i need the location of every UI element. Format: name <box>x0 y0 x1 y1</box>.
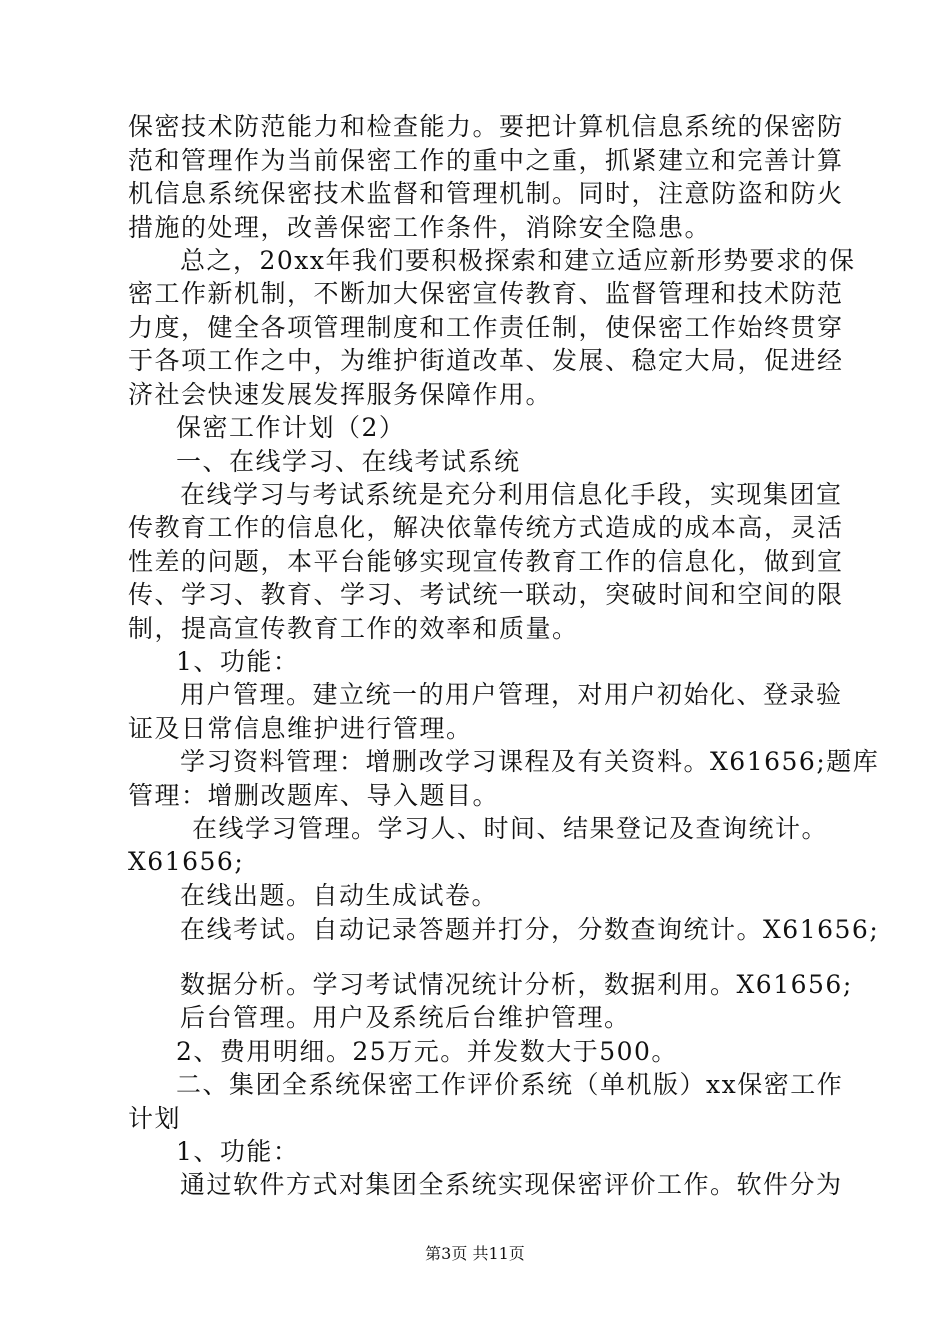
text-line: 在线考试。自动记录答题并打分，分数查询统计。X61656; <box>180 915 880 944</box>
text-line: 通过软件方式对集团全系统实现保密评价工作。软件分为 <box>180 1170 843 1199</box>
text-line: 密工作新机制，不断加大保密宣传教育、监督管理和技术防范 <box>128 279 844 308</box>
section-heading: 二、集团全系统保密工作评价系统（单机版）xx保密工作 <box>176 1070 844 1099</box>
section-title: 保密工作计划（2） <box>176 413 406 442</box>
text-line: 济社会快速发展发挥服务保障作用。 <box>128 380 553 409</box>
text-line: 管理：增删改题库、导入题目。 <box>128 781 500 810</box>
text-line: 总之，20xx年我们要积极探索和建立适应新形势要求的保 <box>180 246 856 275</box>
text-line: 用户管理。建立统一的用户管理，对用户初始化、登录验 <box>180 680 843 709</box>
text-line: 于各项工作之中，为维护街道改革、发展、稳定大局，促进经 <box>128 346 844 375</box>
text-line: 措施的处理，改善保密工作条件，消除安全隐患。 <box>128 213 712 242</box>
text-line: 在线出题。自动生成试卷。 <box>180 881 499 910</box>
text-line: 力度，健全各项管理制度和工作责任制，使保密工作始终贯穿 <box>128 313 844 342</box>
text-line: 在线学习管理。学习人、时间、结果登记及查询统计。 <box>192 814 829 843</box>
section-heading: 一、在线学习、在线考试系统 <box>176 447 521 476</box>
text-line: 机信息系统保密技术监督和管理机制。同时，注意防盗和防火 <box>128 179 844 208</box>
text-line: X61656; <box>128 847 245 876</box>
subheading: 1、功能： <box>176 1137 300 1166</box>
text-line: 2、费用明细。25万元。并发数大于500。 <box>176 1037 678 1066</box>
text-line: 计划 <box>128 1104 182 1133</box>
text-line: 范和管理作为当前保密工作的重中之重，抓紧建立和完善计算 <box>128 146 844 175</box>
text-line: 证及日常信息维护进行管理。 <box>128 714 473 743</box>
text-line: 传教育工作的信息化，解决依靠传统方式造成的成本高，灵活 <box>128 513 844 542</box>
text-line: 性差的问题，本平台能够实现宣传教育工作的信息化，做到宣 <box>128 547 844 576</box>
text-line: 数据分析。学习考试情况统计分析，数据利用。X61656; <box>180 970 853 999</box>
text-line: 制，提高宣传教育工作的效率和质量。 <box>128 614 579 643</box>
subheading: 1、功能： <box>176 647 300 676</box>
page-number-footer: 第3页 共11页 <box>425 1244 525 1263</box>
text-line: 传、学习、教育、学习、考试统一联动，突破时间和空间的限 <box>128 580 844 609</box>
text-line: 后台管理。用户及系统后台维护管理。 <box>180 1003 631 1032</box>
text-line: 学习资料管理：增删改学习课程及有关资料。X61656;题库 <box>180 747 880 776</box>
text-line: 在线学习与考试系统是充分利用信息化手段，实现集团宣 <box>180 480 843 509</box>
text-line: 保密技术防范能力和检查能力。要把计算机信息系统的保密防 <box>128 112 844 141</box>
